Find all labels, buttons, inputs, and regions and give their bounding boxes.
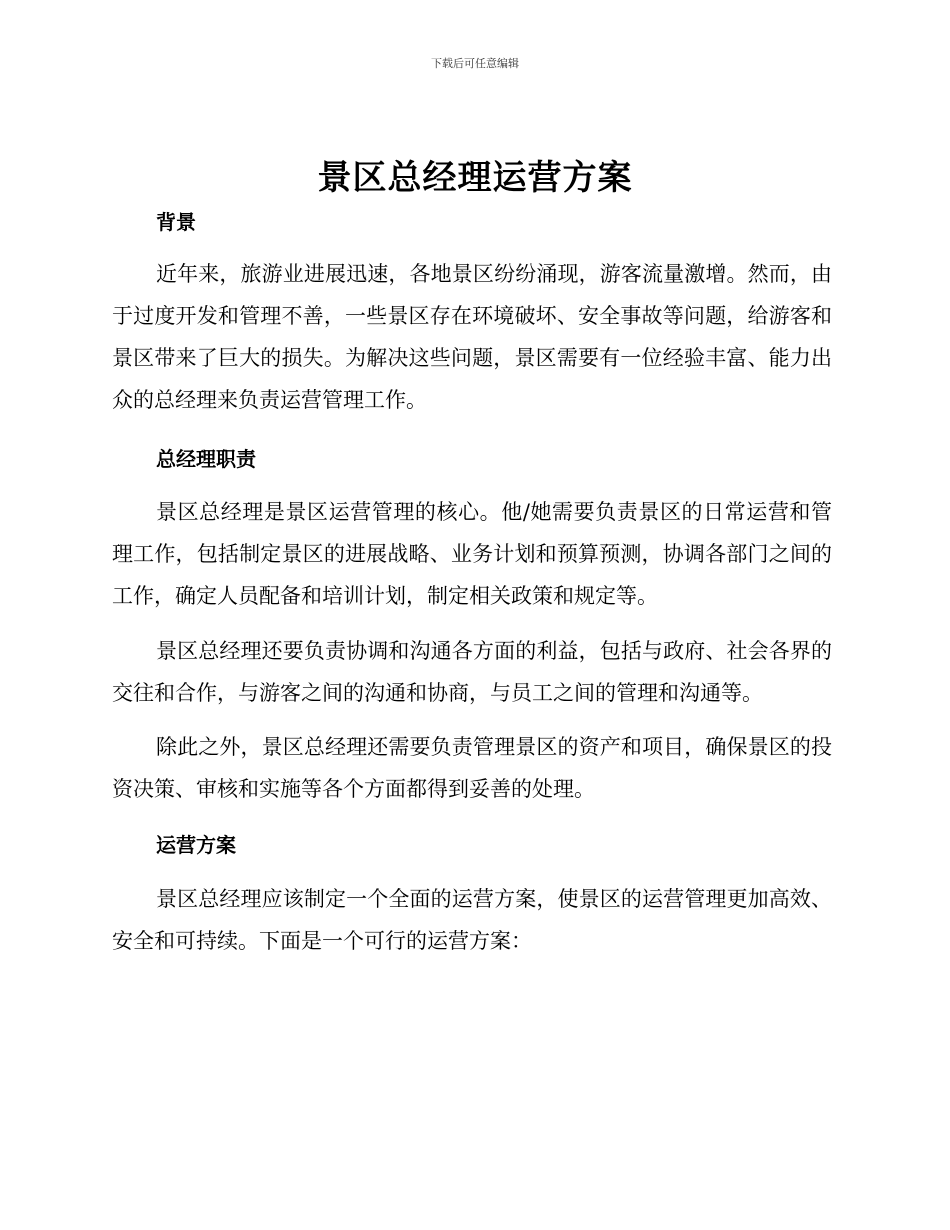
- document-title: 景区总经理运营方案: [317, 158, 633, 198]
- section-heading-gm-duties: 总经理职责: [156, 447, 256, 471]
- section-heading-operations-plan: 运营方案: [156, 833, 236, 857]
- section-heading-background: 背景: [156, 210, 196, 234]
- paragraph-background: 近年来，旅游业进展迅速，各地景区纷纷涌现，游客流量激增。然而，由于过度开发和管理不善，一些景区存在环境破坏、安全事故等问题，给游客和景区带来了巨大的损失。为解决这些问题，景区需要有一位经验丰富、能力出众的总经理来负责运营管理工作。: [112, 262, 832, 412]
- paragraph-gm-duties-3: 除此之外，景区总经理还需要负责管理景区的资产和项目，确保景区的投资决策、审核和实施等各个方面都得到妥善的处理。: [112, 735, 832, 801]
- paragraph-gm-duties-2: 景区总经理还要负责协调和沟通各方面的利益，包括与政府、社会各界的交往和合作，与游客之间的沟通和协商，与员工之间的管理和沟通等。: [112, 639, 832, 705]
- paragraph-gm-duties-1: 景区总经理是景区运营管理的核心。他/她需要负责景区的日常运营和管理工作，包括制定景区的进展战略、业务计划和预算预测，协调各部门之间的工作，确定人员配备和培训计划，制定相关政策和规定等。: [112, 500, 832, 608]
- header-note: 下载后可任意编辑: [431, 57, 519, 70]
- paragraph-operations-plan: 景区总经理应该制定一个全面的运营方案，使景区的运营管理更加高效、安全和可持续。下面是一个可行的运营方案：: [112, 887, 832, 953]
